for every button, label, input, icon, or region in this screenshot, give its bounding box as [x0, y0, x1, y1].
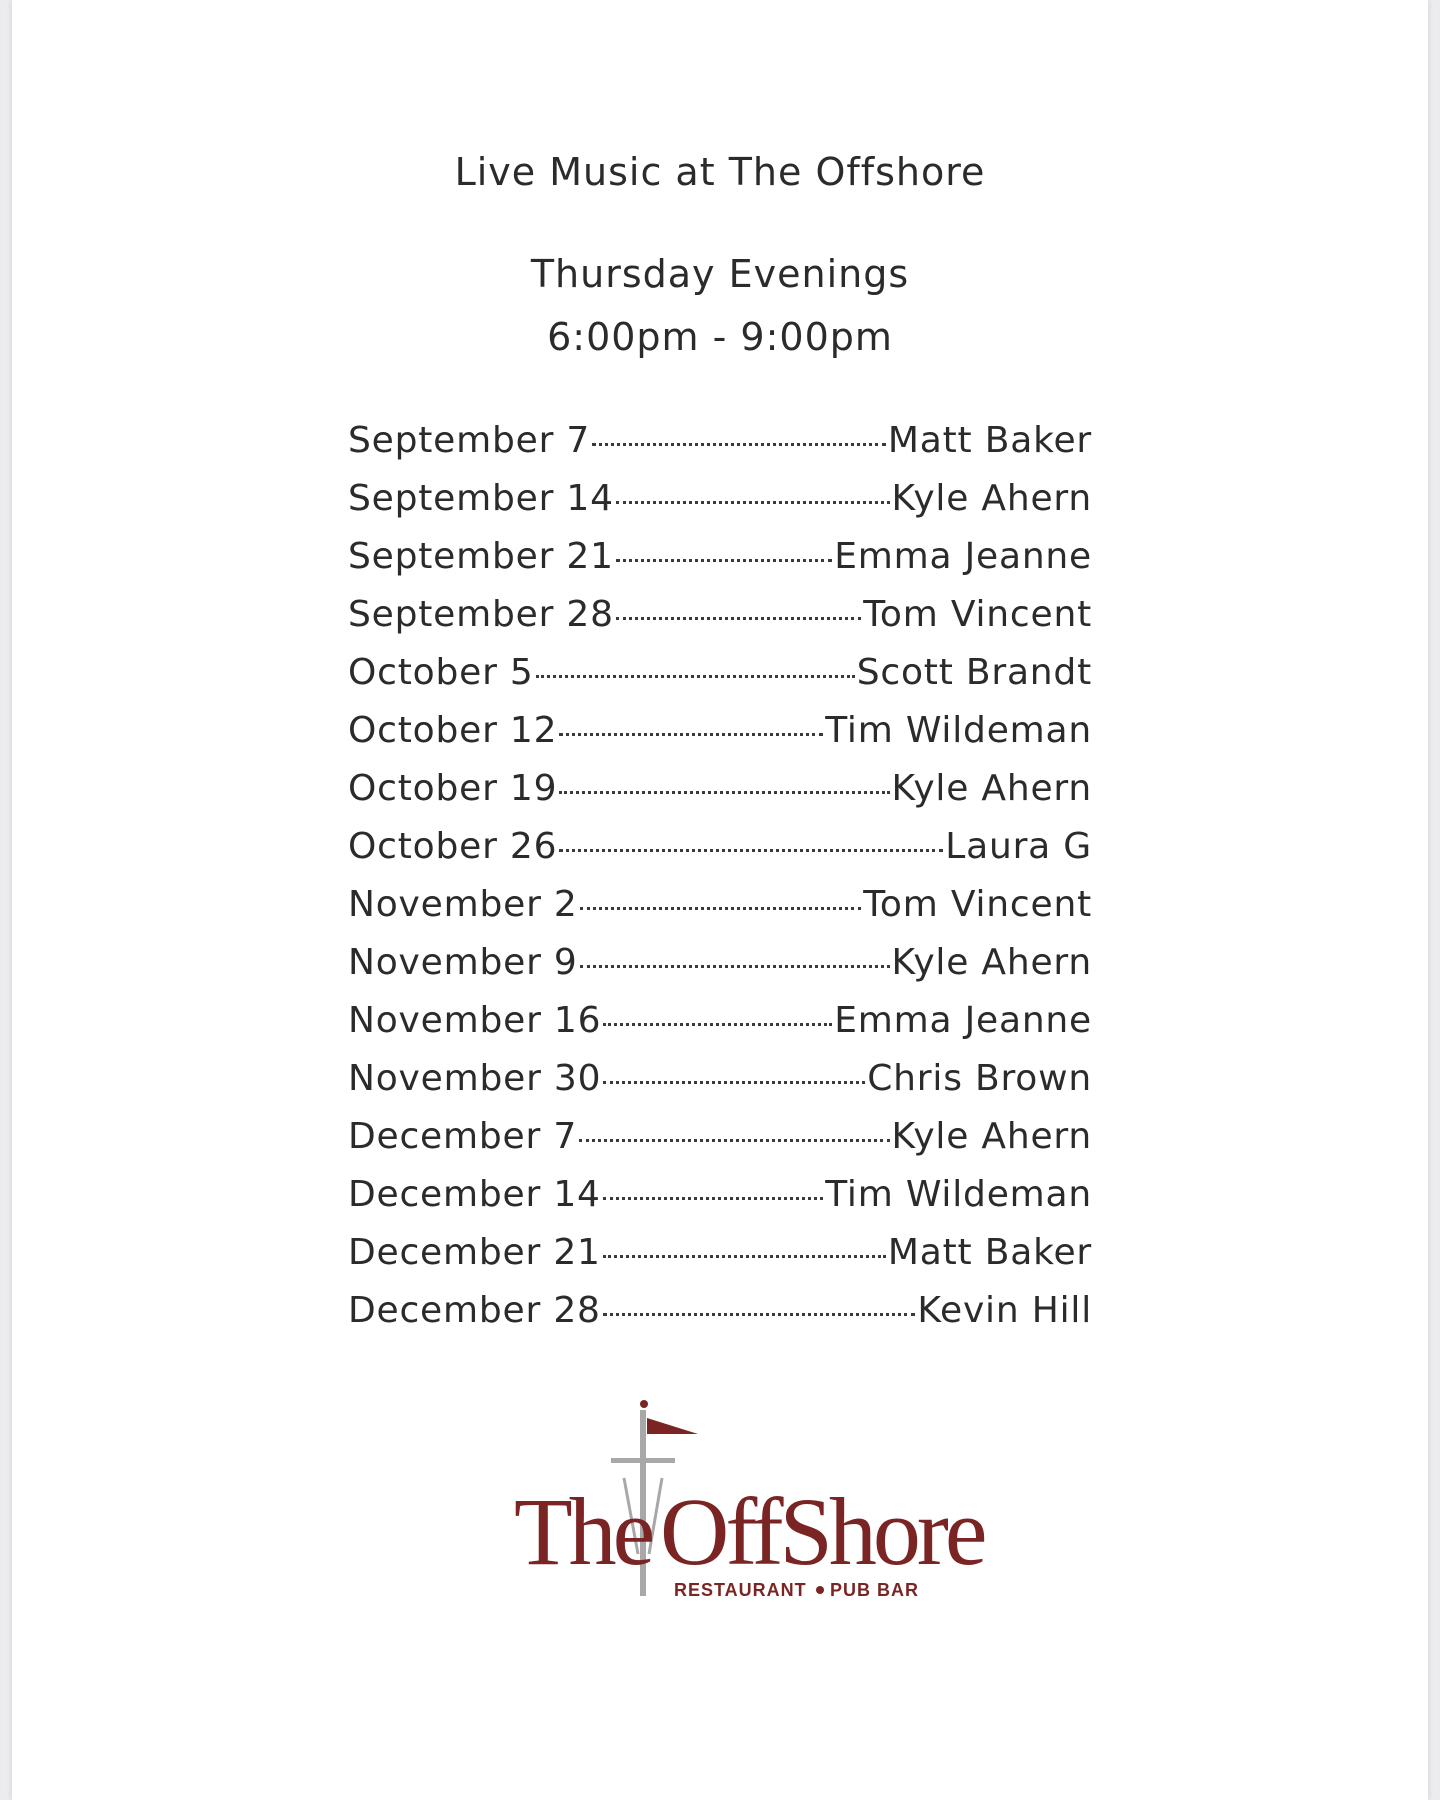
schedule-date: November 30	[348, 1058, 602, 1099]
schedule-artist: Matt Baker	[887, 1232, 1092, 1273]
dot-leader	[603, 1219, 886, 1258]
offshore-logo	[510, 1396, 984, 1606]
dot-leader	[580, 929, 890, 968]
schedule-date: November 2	[348, 884, 578, 925]
schedule-date: October 19	[348, 768, 558, 809]
schedule-artist: Laura G	[945, 826, 1092, 867]
schedule-row	[348, 819, 1092, 877]
dot-leader	[616, 581, 861, 620]
dot-leader	[616, 465, 890, 504]
dot-leader	[603, 1277, 916, 1316]
schedule-date: October 5	[348, 652, 534, 693]
schedule-artist: Kyle Ahern	[891, 478, 1092, 519]
schedule-row	[348, 1167, 1092, 1225]
schedule-date: December 21	[348, 1232, 601, 1273]
schedule-row	[348, 1225, 1092, 1283]
schedule-row	[348, 1283, 1092, 1341]
page-title: Live Music at The Offshore	[454, 150, 986, 194]
schedule-date: November 16	[348, 1000, 602, 1041]
schedule-date: September 14	[348, 478, 614, 519]
schedule-list	[348, 413, 1092, 1341]
schedule-artist: Chris Brown	[867, 1058, 1092, 1099]
schedule-artist: Emma Jeanne	[834, 1000, 1092, 1041]
schedule-row	[348, 471, 1092, 529]
dot-leader	[559, 697, 823, 736]
schedule-row	[348, 1109, 1092, 1167]
dot-leader	[580, 871, 862, 910]
schedule-row	[348, 645, 1092, 703]
schedule-artist: Tim Wildeman	[825, 710, 1092, 751]
schedule-artist: Tom Vincent	[863, 884, 1092, 925]
dot-leader	[616, 523, 832, 562]
schedule-date: December 14	[348, 1174, 601, 1215]
schedule-date: October 12	[348, 710, 558, 751]
schedule-date: September 21	[348, 536, 614, 577]
schedule-artist: Emma Jeanne	[834, 536, 1092, 577]
logo-tagline-pub-bar: PUB BAR	[830, 1580, 920, 1600]
schedule-row	[348, 587, 1092, 645]
dot-leader	[603, 987, 832, 1026]
logo-word-offshore: OffShore	[660, 1478, 984, 1585]
page-subtitle: Thursday Evenings	[530, 252, 910, 296]
schedule-artist: Tom Vincent	[863, 594, 1092, 635]
dot-leader	[536, 639, 855, 678]
event-hours: 6:00pm - 9:00pm	[547, 315, 893, 359]
schedule-artist: Kyle Ahern	[891, 942, 1092, 983]
dot-leader	[592, 407, 886, 446]
schedule-date: September 7	[348, 420, 591, 461]
logo-dot-separator	[816, 1586, 824, 1594]
flag-pole-icon	[510, 1396, 984, 1606]
logo-tagline-restaurant: RESTAURANT	[674, 1580, 807, 1600]
schedule-row	[348, 413, 1092, 471]
schedule-row	[348, 935, 1092, 993]
dot-leader	[579, 1103, 890, 1142]
schedule-date: November 9	[348, 942, 578, 983]
dot-leader	[603, 1045, 865, 1084]
schedule-row	[348, 877, 1092, 935]
logo-word-the: The	[514, 1478, 652, 1585]
dot-leader	[559, 755, 889, 794]
schedule-artist: Scott Brandt	[856, 652, 1092, 693]
schedule-row	[348, 993, 1092, 1051]
schedule-row	[348, 1051, 1092, 1109]
schedule-artist: Kevin Hill	[917, 1290, 1092, 1331]
dot-leader	[603, 1161, 824, 1200]
schedule-row	[348, 529, 1092, 587]
schedule-date: December 28	[348, 1290, 601, 1331]
schedule-artist: Kyle Ahern	[891, 1116, 1092, 1157]
schedule-artist: Kyle Ahern	[891, 768, 1092, 809]
schedule-date: October 26	[348, 826, 558, 867]
schedule-row	[348, 703, 1092, 761]
schedule-artist: Matt Baker	[887, 420, 1092, 461]
dot-leader	[559, 813, 943, 852]
schedule-artist: Tim Wildeman	[825, 1174, 1092, 1215]
schedule-date: September 28	[348, 594, 614, 635]
schedule-date: December 7	[348, 1116, 578, 1157]
schedule-row	[348, 761, 1092, 819]
